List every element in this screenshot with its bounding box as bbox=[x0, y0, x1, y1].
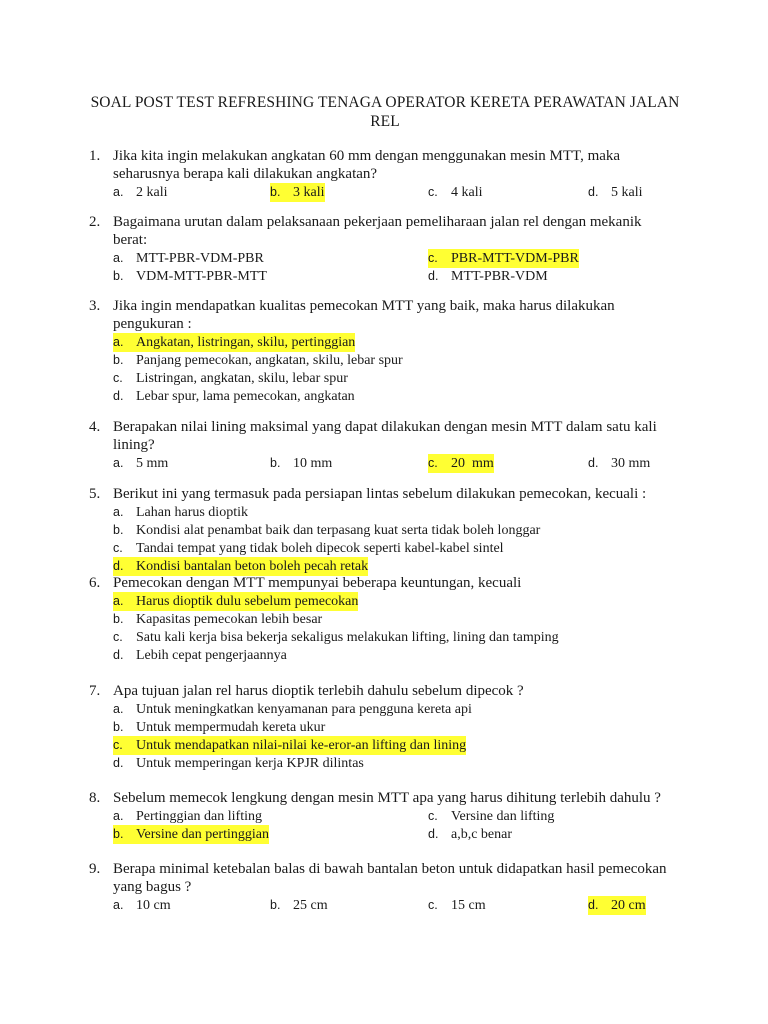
option-letter: a. bbox=[113, 505, 124, 519]
option-letter: d. bbox=[113, 756, 124, 770]
answer-option bbox=[113, 521, 540, 540]
option-letter: b. bbox=[113, 827, 124, 841]
option-letter: c. bbox=[428, 185, 438, 199]
option-letter: c. bbox=[428, 809, 438, 823]
answer-option bbox=[113, 700, 472, 719]
answer-option bbox=[270, 896, 328, 915]
option-text: Lebih cepat pengerjaannya bbox=[136, 648, 287, 663]
option-letter: d. bbox=[113, 389, 124, 403]
answer-option bbox=[428, 807, 554, 826]
option-text: Listringan, angkatan, skilu, lebar spur bbox=[136, 371, 348, 386]
option-text: Untuk mendapatkan nilai-nilai ke-eror-an lifting dan lining bbox=[136, 738, 467, 753]
answer-option bbox=[113, 539, 504, 558]
answer-option bbox=[113, 592, 358, 611]
question-text: lining? bbox=[113, 437, 155, 453]
option-letter: a. bbox=[113, 809, 124, 823]
option-text: Untuk memperingan kerja KPJR dilintas bbox=[136, 756, 364, 771]
question-number: 7. bbox=[89, 683, 101, 699]
question-text: pengukuran : bbox=[113, 316, 192, 332]
option-text: Kondisi bantalan beton boleh pecah retak bbox=[136, 559, 369, 574]
option-text: 20 cm bbox=[611, 898, 646, 913]
question-number: 2. bbox=[89, 214, 101, 230]
option-text: 2 kali bbox=[136, 185, 168, 200]
question-number: 6. bbox=[89, 575, 101, 591]
answer-option bbox=[113, 183, 168, 202]
answer-option bbox=[270, 454, 332, 473]
answer-option bbox=[428, 249, 579, 268]
option-text: 20 mm bbox=[451, 456, 494, 471]
option-letter: c. bbox=[428, 456, 438, 470]
option-letter: d. bbox=[113, 648, 124, 662]
option-text: Harus dioptik dulu sebelum pemecokan bbox=[136, 594, 359, 609]
option-letter: c. bbox=[113, 541, 123, 555]
option-letter: b. bbox=[113, 720, 124, 734]
option-letter: d. bbox=[588, 456, 599, 470]
option-letter: b. bbox=[270, 898, 281, 912]
option-text: Untuk meningkatkan kenyamanan para pengguna kereta api bbox=[136, 702, 472, 717]
question-number: 5. bbox=[89, 486, 101, 502]
option-text: Versine dan lifting bbox=[451, 809, 555, 824]
answer-option bbox=[428, 267, 548, 286]
answer-option bbox=[113, 628, 559, 647]
option-text: 5 mm bbox=[136, 456, 169, 471]
option-letter: b. bbox=[113, 612, 124, 626]
question-number: 1. bbox=[89, 148, 101, 164]
question-text: Berapa minimal ketebalan balas di bawah bantalan beton untuk didapatkan hasil pemecokan bbox=[113, 861, 667, 877]
option-letter: a. bbox=[113, 251, 124, 265]
answer-option bbox=[113, 610, 322, 629]
answer-option bbox=[113, 896, 171, 915]
option-text: 3 kali bbox=[293, 185, 325, 200]
option-letter: c. bbox=[428, 898, 438, 912]
answer-option bbox=[588, 183, 643, 202]
question-number: 3. bbox=[89, 298, 101, 314]
option-text: Lahan harus dioptik bbox=[136, 505, 248, 520]
question-text: Berapakan nilai lining maksimal yang dapat dilakukan dengan mesin MTT dalam satu kali bbox=[113, 419, 657, 435]
answer-option bbox=[113, 454, 168, 473]
option-text: 4 kali bbox=[451, 185, 483, 200]
option-letter: a. bbox=[113, 335, 124, 349]
question-text: Jika ingin mendapatkan kualitas pemecokan MTT yang baik, maka harus dilakukan bbox=[113, 298, 615, 314]
answer-option bbox=[113, 736, 466, 755]
answer-option bbox=[113, 249, 264, 268]
option-text: MTT-PBR-VDM bbox=[451, 269, 548, 284]
option-text: Angkatan, listringan, skilu, pertinggian bbox=[136, 335, 356, 350]
option-letter: a. bbox=[113, 456, 124, 470]
answer-option bbox=[113, 351, 403, 370]
option-letter: d. bbox=[428, 827, 439, 841]
option-letter: b. bbox=[113, 269, 124, 283]
question-text: Sebelum memecok lengkung dengan mesin MTT apa yang harus dihitung terlebih dahulu ? bbox=[113, 790, 661, 806]
option-text: 25 cm bbox=[293, 898, 328, 913]
question-text: berat: bbox=[113, 232, 148, 248]
option-letter: b. bbox=[113, 523, 124, 537]
option-letter: c. bbox=[113, 371, 123, 385]
question-text: Pemecokan dengan MTT mempunyai beberapa keuntungan, kecuali bbox=[113, 575, 522, 591]
option-text: Satu kali kerja bisa bekerja sekaligus melakukan lifting, lining dan tamping bbox=[136, 630, 559, 645]
answer-option bbox=[113, 754, 364, 773]
option-text: Pertinggian dan lifting bbox=[136, 809, 262, 824]
option-text: 5 kali bbox=[611, 185, 643, 200]
option-text: PBR-MTT-VDM-PBR bbox=[451, 251, 579, 266]
answer-option bbox=[113, 387, 355, 406]
option-letter: a. bbox=[113, 185, 124, 199]
answer-option bbox=[270, 183, 325, 202]
option-letter: a. bbox=[113, 594, 124, 608]
option-text: Kondisi alat penambat baik dan terpasang kuat serta tidak boleh longgar bbox=[136, 523, 541, 538]
answer-option bbox=[113, 333, 355, 352]
answer-option bbox=[113, 369, 348, 388]
option-text: a,b,c benar bbox=[451, 827, 513, 842]
option-text: Versine dan pertinggian bbox=[136, 827, 269, 842]
option-text: Panjang pemecokan, angkatan, skilu, lebar spur bbox=[136, 353, 403, 368]
question-text: yang bagus ? bbox=[113, 879, 192, 895]
option-letter: d. bbox=[428, 269, 439, 283]
question-text: Bagaimana urutan dalam pelaksanaan pekerjaan pemeliharaan jalan rel dengan mekanik bbox=[113, 214, 642, 230]
option-text: MTT-PBR-VDM-PBR bbox=[136, 251, 264, 266]
answer-option bbox=[113, 807, 262, 826]
question-text: Berikut ini yang termasuk pada persiapan lintas sebelum dilakukan pemecokan, kecuali : bbox=[113, 486, 647, 502]
question-text: Apa tujuan jalan rel harus dioptik terlebih dahulu sebelum dipecok ? bbox=[113, 683, 524, 699]
option-text: Untuk mempermudah kereta ukur bbox=[136, 720, 326, 735]
option-letter: c. bbox=[113, 630, 123, 644]
document-title: SOAL POST TEST REFRESHING TENAGA OPERATOR KERETA PERAWATAN JALAN REL bbox=[90, 94, 680, 130]
option-letter: d. bbox=[588, 898, 599, 912]
option-letter: b. bbox=[113, 353, 124, 367]
option-text: Tandai tempat yang tidak boleh dipecok seperti kabel-kabel sintel bbox=[136, 541, 504, 556]
option-letter: d. bbox=[113, 559, 124, 573]
answer-option bbox=[588, 896, 646, 915]
question-text: Jika kita ingin melakukan angkatan 60 mm dengan menggunakan mesin MTT, maka bbox=[113, 148, 621, 164]
option-text: Kapasitas pemecokan lebih besar bbox=[136, 612, 323, 627]
option-letter: a. bbox=[113, 702, 124, 716]
answer-option bbox=[113, 646, 287, 665]
option-text: 15 cm bbox=[451, 898, 486, 913]
option-letter: d. bbox=[588, 185, 599, 199]
option-text: 10 cm bbox=[136, 898, 171, 913]
option-letter: c. bbox=[428, 251, 438, 265]
question-text: seharusnya berapa kali dilakukan angkatan? bbox=[113, 166, 378, 182]
answer-option bbox=[428, 825, 512, 844]
answer-option bbox=[113, 503, 248, 522]
answer-option bbox=[428, 183, 483, 202]
option-text: 30 mm bbox=[611, 456, 651, 471]
question-number: 4. bbox=[89, 419, 101, 435]
option-text: Lebar spur, lama pemecokan, angkatan bbox=[136, 389, 355, 404]
option-letter: b. bbox=[270, 456, 281, 470]
option-letter: b. bbox=[270, 185, 281, 199]
answer-option bbox=[113, 825, 269, 844]
question-number: 9. bbox=[89, 861, 101, 877]
option-letter: c. bbox=[113, 738, 123, 752]
answer-option bbox=[113, 267, 267, 286]
answer-option bbox=[588, 454, 650, 473]
answer-option bbox=[428, 454, 494, 473]
answer-option bbox=[113, 718, 325, 737]
question-number: 8. bbox=[89, 790, 101, 806]
option-text: VDM-MTT-PBR-MTT bbox=[136, 269, 267, 284]
answer-option bbox=[428, 896, 486, 915]
option-text: 10 mm bbox=[293, 456, 333, 471]
option-letter: a. bbox=[113, 898, 124, 912]
